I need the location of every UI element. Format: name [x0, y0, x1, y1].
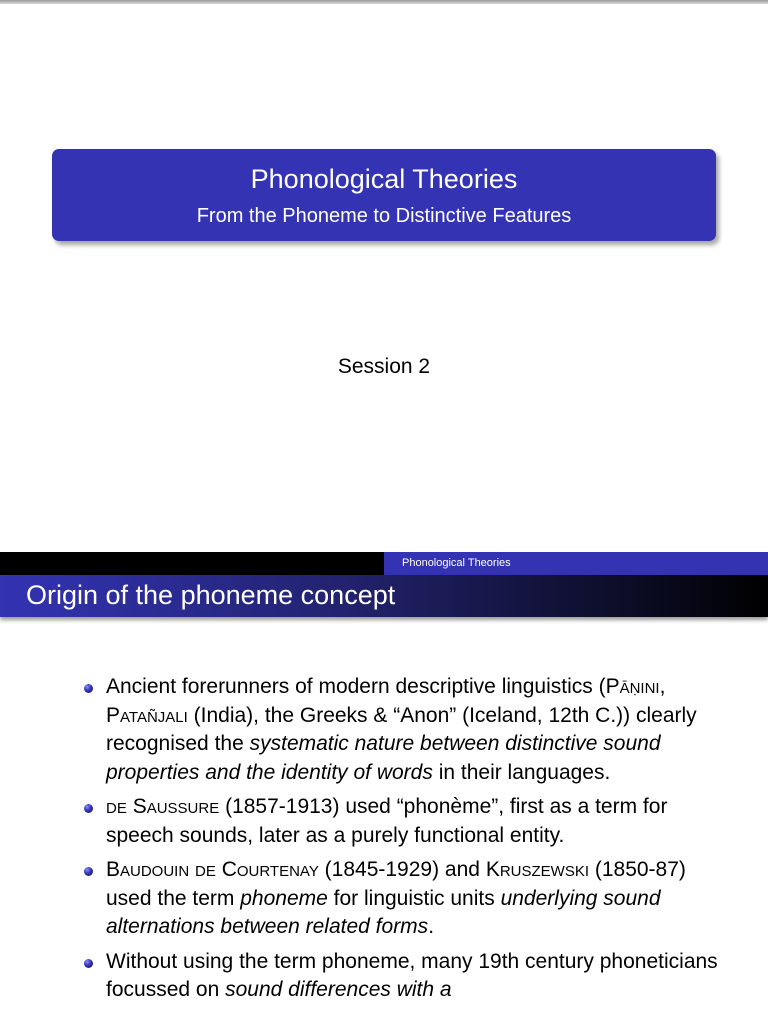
name-smallcaps: audouin de — [120, 858, 216, 881]
title-box — [52, 149, 716, 241]
headline-short-title: Phonological Theories — [384, 552, 768, 575]
text: Ancient forerunners of modern descriptive linguistics ( — [106, 675, 606, 698]
name-smallcaps: ruszewski — [499, 858, 590, 881]
text: . — [428, 915, 435, 938]
text: for linguistic units — [327, 886, 501, 910]
name-cap: S — [132, 795, 147, 818]
presentation-subtitle: From the Phoneme to Distinctive Features — [196, 205, 572, 227]
text: (1857-1913) used “phonème”, first as a term for speech sounds, later as a purely functional entity. — [106, 795, 668, 847]
bullet-icon — [84, 804, 93, 813]
headline-left — [0, 552, 384, 575]
emphasis: systematic nature between distinctive sound properties and the identity of words — [106, 732, 661, 784]
name-saussure — [133, 795, 220, 818]
text: (1845-1929) and — [318, 858, 486, 881]
name-cap: C — [221, 858, 237, 881]
emphasis: sound differences with a — [225, 978, 452, 1001]
name-cap: K — [485, 858, 500, 881]
bullet-item — [84, 793, 724, 850]
presentation-title: Phonological Theories — [250, 164, 518, 194]
page-top-edge — [0, 0, 768, 4]
name-panini — [606, 675, 660, 698]
bullet-item — [84, 948, 724, 1005]
name-baudouin — [106, 858, 216, 881]
name-smallcaps: de — [106, 795, 127, 818]
name-cap: P — [605, 675, 620, 698]
bullet-icon — [84, 684, 93, 693]
text: Without using the term phoneme, many 19th century phoneticians focussed on — [106, 949, 718, 1001]
text: , — [659, 675, 666, 698]
name-patanjali — [106, 704, 188, 727]
name-smallcaps: atañjali — [120, 703, 188, 727]
emphasis: phoneme — [240, 886, 328, 910]
name-cap: P — [106, 703, 121, 727]
bullet-icon — [84, 867, 93, 876]
bullet-list — [84, 673, 724, 1011]
frame-title-bar — [0, 575, 768, 617]
bullet-icon — [84, 959, 93, 968]
headline-bar — [0, 552, 768, 575]
session-label: Session 2 — [337, 355, 431, 378]
name-cap: B — [106, 858, 121, 881]
name-kruszewski — [486, 858, 589, 881]
bullet-item — [84, 673, 724, 787]
text: (1850-87) used the term — [106, 858, 686, 910]
text: (India), the Greeks & “Anon” (Iceland, 12th C.)) clearly recognised the — [106, 703, 697, 755]
bullet-item — [84, 856, 724, 942]
name-smallcaps: aussure — [146, 795, 220, 818]
emphasis: underlying sound alternations between related forms — [106, 886, 661, 938]
name-smallcaps: ourtenay — [236, 858, 319, 881]
name-smallcaps: āṇini — [619, 675, 660, 698]
frame-title: Origin of the phoneme concept — [26, 580, 396, 610]
name-courtenay — [222, 858, 319, 881]
text: in their languages. — [432, 760, 611, 784]
